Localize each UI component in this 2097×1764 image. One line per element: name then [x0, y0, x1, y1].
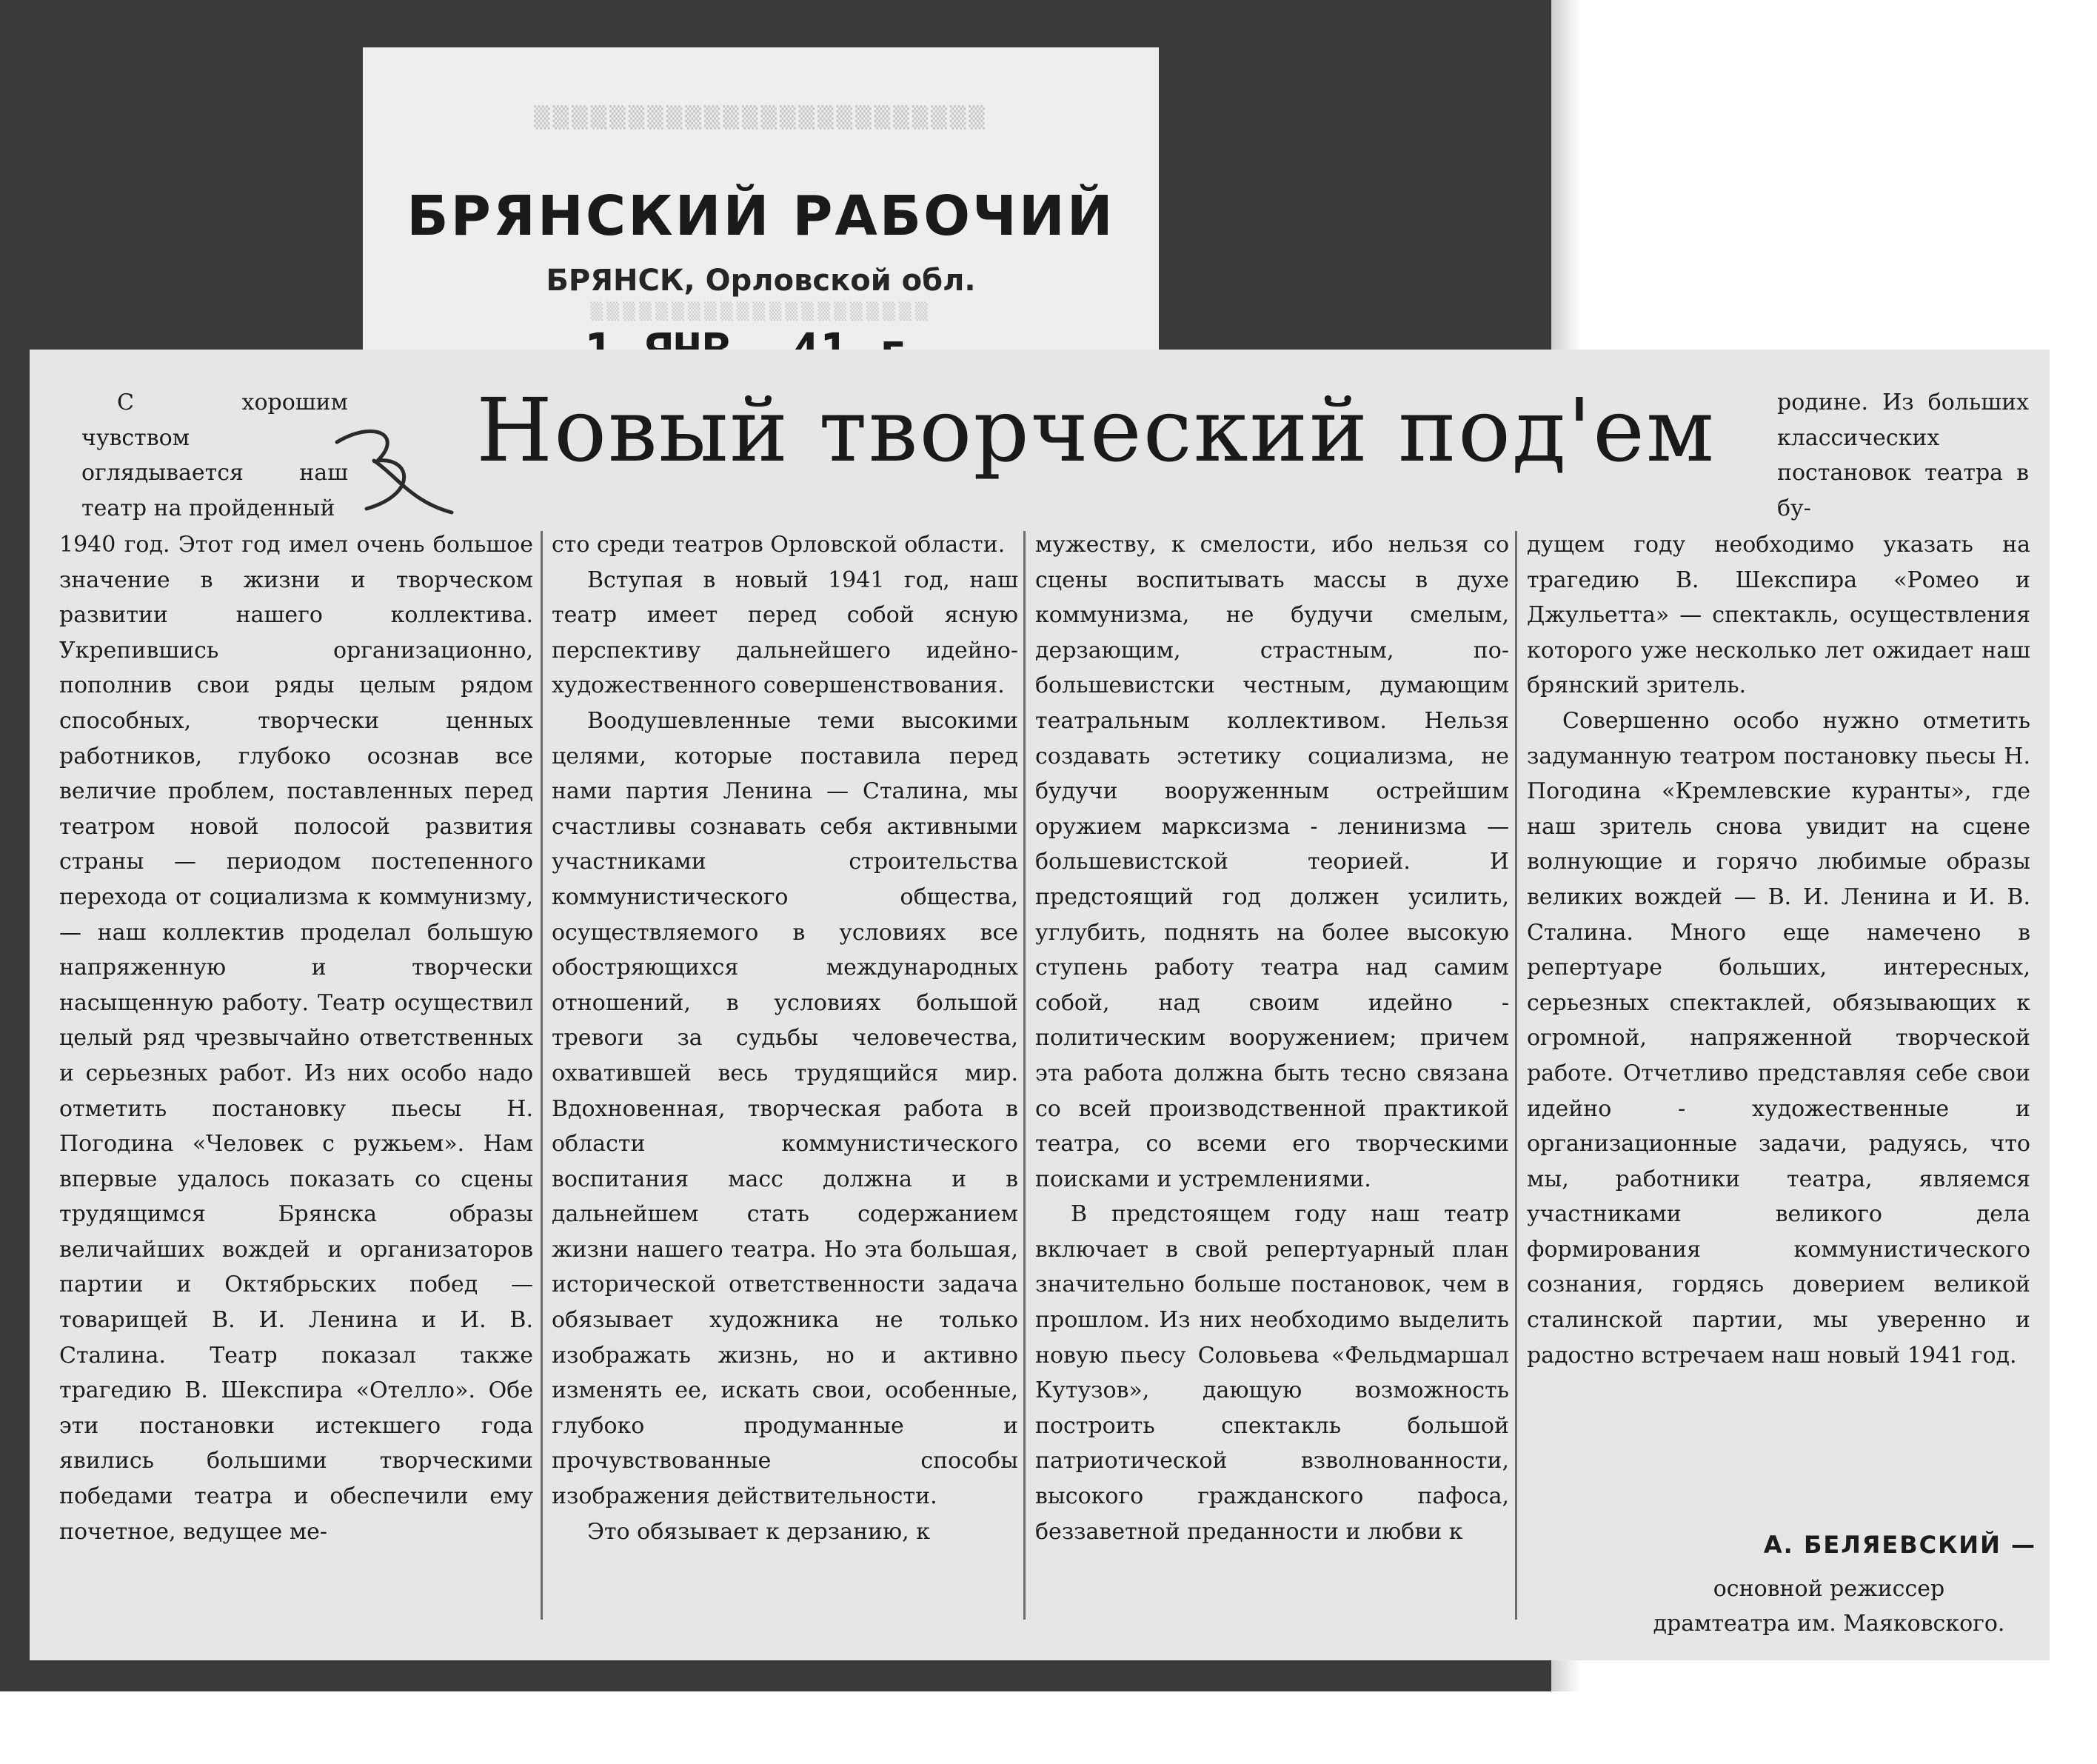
intro-text: С хорошим чувством оглядывается наш театр на пройденный: [81, 390, 348, 521]
column-2-para-4: Это обязывает к дерзанию, к: [587, 1518, 930, 1545]
column-2: [552, 527, 1018, 1764]
column-3-para-2: В предстоящем году наш театр включает в свой репертуарный план значительно больше постановок, чем в прошлом. Из них необходимо выделить новую пьесу Соловьева «Фельдмаршал Кутузов», дающую возможность построить спектакль большой патриотической взволнованности, высокого гражданского пафоса, беззаветной преданности и любви к: [1035, 1201, 1509, 1545]
article-outro: [1777, 385, 2029, 526]
stamp-faint-line: ▒▒▒▒▒▒▒▒▒▒▒▒▒▒▒▒▒▒▒▒▒: [590, 303, 932, 321]
column-4-para-1: дущем году необходимо указать на трагедию В. Шекспира «Ромео и Джульетта» — спектакль, осуществления которого уже несколько лет ожидает наш брянский зритель.: [1527, 532, 2030, 699]
column-3: [1035, 527, 1509, 1764]
author-role: [1622, 1571, 2036, 1641]
article-clipping: [30, 350, 2050, 1660]
column-divider: [1515, 531, 1517, 1620]
column-4: [1527, 527, 2030, 1520]
stamp-faint-text: ▒▒▒▒▒▒▒▒▒▒▒▒▒▒▒▒▒▒▒▒▒▒▒▒: [534, 105, 988, 130]
author-role-line-1: основной режиссер: [1713, 1576, 1945, 1602]
column-1-text: 1940 год. Этот год имел очень большое значение в жизни и творческом развитии нашего коллектива. Укрепившись организационно, пополнив свои ряды целым рядом способных, творчески ценных работников, глубоко осознав все величие проблем, поставленных перед театром новой полосой развития страны — периодом постепенного перехода от социализма к коммунизму, — наш коллектив проделал большую напряженную и творчески насыщенную работу. Театр осуществил целый ряд чрезвычайно ответственных и серьезных работ. Из них особо надо отметить постановку пьесы Н. Погодина «Человек с ружьем». Нам впервые удалось показать со сцены трудящимся Брянска образы величайших вождей и организаторов партии и Октябрьских побед — товарищей В. И. Ленина и И. В. Сталина. Театр показал также трагедию В. Шекспира «Отелло». Обе эти постановки истекшего года явились большими творческими победами театра и обеспечили ему почетное, ведущее ме-: [59, 532, 533, 1545]
column-2-para-1: сто среди театров Орловской области.: [552, 532, 1006, 558]
author-signature: А. БЕЛЯЕВСКИЙ —: [1763, 1531, 2036, 1559]
column-divider: [1023, 531, 1026, 1620]
column-3-para-1: мужеству, к смелости, ибо нельзя со сцены воспитывать массы в духе коммунизма, не будучи смелым, дерзающим, страстным, по-большевистски честным, думающим театральным коллективом. Нельзя создавать эстетику социализма, не будучи вооруженным острейшим оружием марксизма - ленинизма — большевистской теорией. И предстоящий год должен усилить, углубить, поднять на более высокую ступень работу театра над самим собой, над своим идейно - политическим вооружением; причем эта работа должна быть тесно связана со всей производственной практикой театра, со всеми его творческими поисками и устремлениями.: [1035, 532, 1509, 1192]
masthead-stamp: [363, 47, 1159, 366]
newspaper-title: БРЯНСКИЙ РАБОЧИЙ: [407, 184, 1115, 248]
article-intro: [81, 385, 348, 526]
column-4-para-2: Совершенно особо нужно отметить задуманную театром постановку пьесы Н. Погодина «Кремлевские куранты», где наш зритель снова увидит на сцене волнующие и горячо любимые образы великих вождей — В. И. Ленина и И. В. Сталина. Много еще намечено в репертуаре больших, интересных, серьезных спектаклей, обязывающих к огромной, напряженной творческой работе. Отчетливо представляя себе свои идейно - художественные и организационные задачи, радуясь, что мы, работники театра, являемся участниками великого дела формирования коммунистического сознания, гордясь доверием великой сталинской партии, мы уверенно и радостно встречаем наш новый 1941 год.: [1527, 707, 2030, 1369]
newspaper-place: БРЯНСК, Орловской обл.: [546, 264, 976, 298]
column-divider: [541, 531, 543, 1620]
column-1: [59, 527, 533, 1764]
author-role-line-2: драмтеатра им. Маяковского.: [1653, 1611, 2005, 1637]
column-2-para-2: Вступая в новый 1941 год, наш театр имеет перед собой ясную перспективу дальнейшего идейно-художественного совершенствования.: [552, 567, 1018, 699]
outro-text: родине. Из больших классических постановок театра в бу-: [1777, 390, 2029, 521]
column-2-para-3: Воодушевленные теми высокими целями, которые поставила перед нами партия Ленина — Сталина, мы счастливы сознавать себя активными участниками строительства коммунистического общества, осуществляемого в условиях все обостряющихся международных отношений, в условиях большой тревоги за судьбы человечества, охватившей весь трудящийся мир. Вдохновенная, творческая работа в области коммунистического воспитания масс должна и в дальнейшем стать содержанием жизни нашего театра. Но эта большая, исторической ответственности задача обязывает художника не только изображать жизнь, но и активно изменять ее, искать свои, особенные, глубоко продуманные и прочувствованные способы изображения действительности.: [552, 707, 1018, 1510]
article-headline: Новый творческий под'ем: [476, 379, 1716, 481]
